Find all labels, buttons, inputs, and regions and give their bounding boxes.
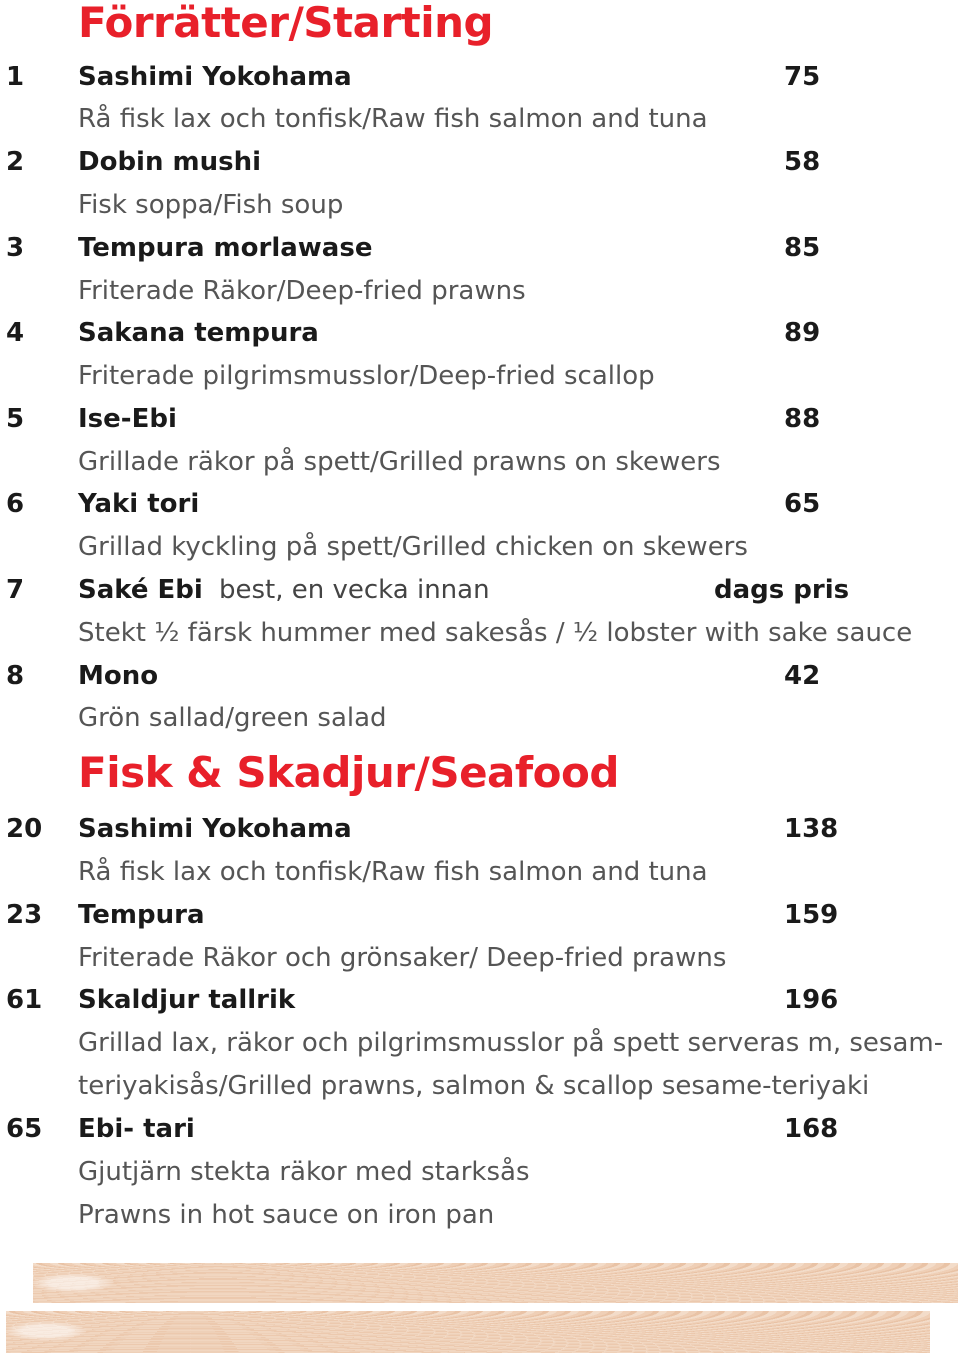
item-name: Ise-Ebi: [78, 404, 177, 434]
item-name: Saké Ebi: [78, 575, 203, 605]
item-price: 65: [784, 489, 821, 519]
item-price: 138: [784, 814, 839, 844]
item-description: Grillad lax, räkor och pilgrimsmusslor på spett serveras m, sesam-: [78, 1028, 944, 1058]
menu-item-row: [0, 575, 960, 615]
item-number: 7: [6, 575, 25, 605]
item-description: Grön sallad/green salad: [78, 703, 387, 733]
item-description: Grillad kyckling på spett/Grilled chicken on skewers: [78, 532, 748, 562]
item-price: dags pris: [714, 575, 850, 605]
item-price: 159: [784, 900, 839, 930]
decorative-band: [6, 1311, 930, 1353]
item-name: Ebi- tari: [78, 1114, 195, 1144]
item-description: teriyakisås/Grilled prawns, salmon & scallop sesame-teriyaki: [78, 1071, 870, 1101]
item-price: 75: [784, 62, 821, 92]
item-number: 23: [6, 900, 43, 930]
item-description: Friterade pilgrimsmusslor/Deep-fried scallop: [78, 361, 655, 391]
item-name: Tempura morlawase: [78, 233, 373, 263]
menu-item-row: [0, 147, 960, 187]
item-number: 61: [6, 985, 43, 1015]
item-number: 8: [6, 661, 25, 691]
item-price: 88: [784, 404, 821, 434]
item-number: 6: [6, 489, 25, 519]
section-title-starters: Förrätter/Starting: [78, 0, 494, 47]
menu-item-row: [0, 404, 960, 444]
menu-item-row: [0, 1114, 960, 1154]
decorative-band: [33, 1263, 958, 1303]
item-description: Grillade räkor på spett/Grilled prawns on skewers: [78, 447, 721, 477]
menu-item-row: [0, 62, 960, 102]
menu-item-row: [0, 661, 960, 701]
item-description: Stekt ½ färsk hummer med sakesås / ½ lobster with sake sauce: [78, 618, 913, 648]
item-description: Friterade Räkor/Deep-fried prawns: [78, 276, 526, 306]
item-name: Skaldjur tallrik: [78, 985, 296, 1015]
item-description: Rå fisk lax och tonfisk/Raw fish salmon and tuna: [78, 857, 708, 887]
menu-item-row: [0, 814, 960, 854]
item-price: 89: [784, 318, 821, 348]
item-number: 3: [6, 233, 25, 263]
item-name: Sashimi Yokohama: [78, 62, 352, 92]
item-description: Friterade Räkor och grönsaker/ Deep-fried prawns: [78, 943, 727, 973]
menu-item-row: [0, 985, 960, 1025]
item-name: Dobin mushi: [78, 147, 262, 177]
item-price: 85: [784, 233, 821, 263]
item-number: 1: [6, 62, 25, 92]
section-title-seafood: Fisk & Skadjur/Seafood: [78, 748, 619, 797]
item-description: Prawns in hot sauce on iron pan: [78, 1200, 495, 1230]
menu-item-row: [0, 233, 960, 273]
item-price: 196: [784, 985, 839, 1015]
menu-item-row: [0, 318, 960, 358]
item-name: Sashimi Yokohama: [78, 814, 352, 844]
item-description: Gjutjärn stekta räkor med starksås: [78, 1157, 530, 1187]
item-price: 58: [784, 147, 821, 177]
item-number: 20: [6, 814, 43, 844]
item-number: 4: [6, 318, 25, 348]
item-description: Rå fisk lax och tonfisk/Raw fish salmon and tuna: [78, 104, 708, 134]
item-name: Mono: [78, 661, 159, 691]
item-description: Fisk soppa/Fish soup: [78, 190, 344, 220]
item-name: Yaki tori: [78, 489, 200, 519]
menu-item-row: [0, 900, 960, 940]
menu-item-row: [0, 489, 960, 529]
item-price: 42: [784, 661, 821, 691]
item-number: 5: [6, 404, 25, 434]
item-number: 2: [6, 147, 25, 177]
item-number: 65: [6, 1114, 43, 1144]
item-name: Tempura: [78, 900, 205, 930]
item-price: 168: [784, 1114, 839, 1144]
item-note: best, en vecka innan: [219, 575, 490, 605]
item-name: Sakana tempura: [78, 318, 319, 348]
